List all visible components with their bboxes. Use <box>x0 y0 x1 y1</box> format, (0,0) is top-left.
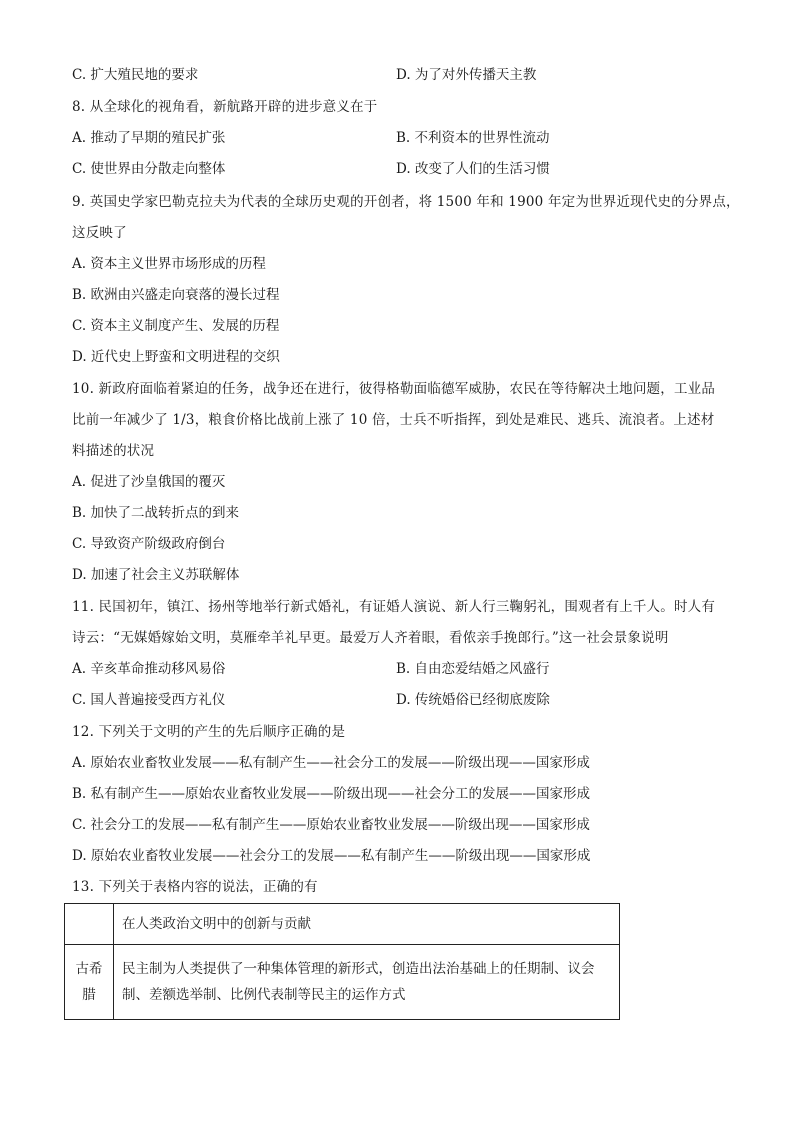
table-header-cell-1 <box>65 904 114 945</box>
q12-option-c: C. 社会分工的发展——私有制产生——原始农业畜牧业发展——阶级出现——国家形成 <box>72 817 590 833</box>
q10-option-d: D. 加速了社会主义苏联解体 <box>72 567 240 583</box>
q13-table <box>64 903 620 1020</box>
q10-option-b: B. 加快了二战转折点的到来 <box>72 505 240 521</box>
table-cell-region: 古希腊 <box>65 945 114 1020</box>
q10-option-c: C. 导致资产阶级政府倒台 <box>72 536 226 552</box>
q9-option-b: B. 欧洲由兴盛走向衰落的漫长过程 <box>72 287 280 303</box>
q12-option-d: D. 原始农业畜牧业发展——社会分工的发展——私有制产生——阶级出现——国家形成 <box>72 848 591 864</box>
q8-option-a: A. 推动了早期的殖民扩张 <box>72 130 226 146</box>
table-row <box>65 945 620 1020</box>
q9-option-c: C. 资本主义制度产生、发展的历程 <box>72 318 280 334</box>
q7-option-d: D. 为了对外传播天主教 <box>396 67 537 83</box>
table-cell-contribution: 民主制为人类提供了一种集体管理的新形式，创造出法治基础上的任期制、议会制、差额选举制、比例代表制等民主的运作方式 <box>114 945 620 1020</box>
q8-option-b: B. 不利资本的世界性流动 <box>396 130 550 146</box>
q12-option-a: A. 原始农业畜牧业发展——私有制产生——社会分工的发展——阶级出现——国家形成 <box>72 755 590 771</box>
q13-stem: 13. 下列关于表格内容的说法，正确的有 <box>72 879 318 895</box>
q7-option-c: C. 扩大殖民地的要求 <box>72 67 199 83</box>
q11-stem-line-1: 11. 民国初年，镇江、扬州等地举行新式婚礼，有证婚人演说、新人行三鞠躬礼，围观者有上千人。时人有 <box>72 599 716 615</box>
q9-option-a: A. 资本主义世界市场形成的历程 <box>72 256 266 272</box>
q11-option-d: D. 传统婚俗已经彻底废除 <box>396 692 550 708</box>
q10-option-a: A. 促进了沙皇俄国的覆灭 <box>72 474 226 490</box>
q8-stem: 8. 从全球化的视角看，新航路开辟的进步意义在于 <box>72 99 378 115</box>
q9-option-d: D. 近代史上野蛮和文明进程的交织 <box>72 349 280 365</box>
q10-stem-line-3: 料描述的状况 <box>72 443 155 459</box>
q11-option-c: C. 国人普遍接受西方礼仪 <box>72 692 226 708</box>
table-header-cell-2: 在人类政治文明中的创新与贡献 <box>114 904 620 945</box>
q9-stem-line-2: 这反映了 <box>72 225 127 241</box>
q11-option-b: B. 自由恋爱结婚之风盛行 <box>396 661 550 677</box>
q12-option-b: B. 私有制产生——原始农业畜牧业发展——阶级出现——社会分工的发展——国家形成 <box>72 786 591 802</box>
q8-option-c: C. 使世界由分散走向整体 <box>72 161 226 177</box>
q10-stem-line-2: 比前一年减少了 1/3，粮食价格比战前上涨了 10 倍，士兵不听指挥，到处是难民、逃兵、流浪者。上述材 <box>72 412 715 428</box>
q9-stem-line-1: 9. 英国史学家巴勒克拉夫为代表的全球历史观的开创者，将 1500 年和 1900 年定为世界近现代史的分界点， <box>72 194 740 210</box>
q8-option-d: D. 改变了人们的生活习惯 <box>396 161 550 177</box>
q11-stem-line-2: 诗云：“无媒婚嫁始文明，莫雁牵羊礼早更。最爱万人齐着眼，看侬亲手挽郎行。”这一社会景象说明 <box>72 630 669 646</box>
q10-stem-line-1: 10. 新政府面临着紧迫的任务，战争还在进行，彼得格勒面临德军威胁，农民在等待解决土地问题，工业品 <box>72 381 716 397</box>
q11-option-a: A. 辛亥革命推动移风易俗 <box>72 661 226 677</box>
table-header-row <box>65 904 620 945</box>
q12-stem: 12. 下列关于文明的产生的先后顺序正确的是 <box>72 724 346 740</box>
